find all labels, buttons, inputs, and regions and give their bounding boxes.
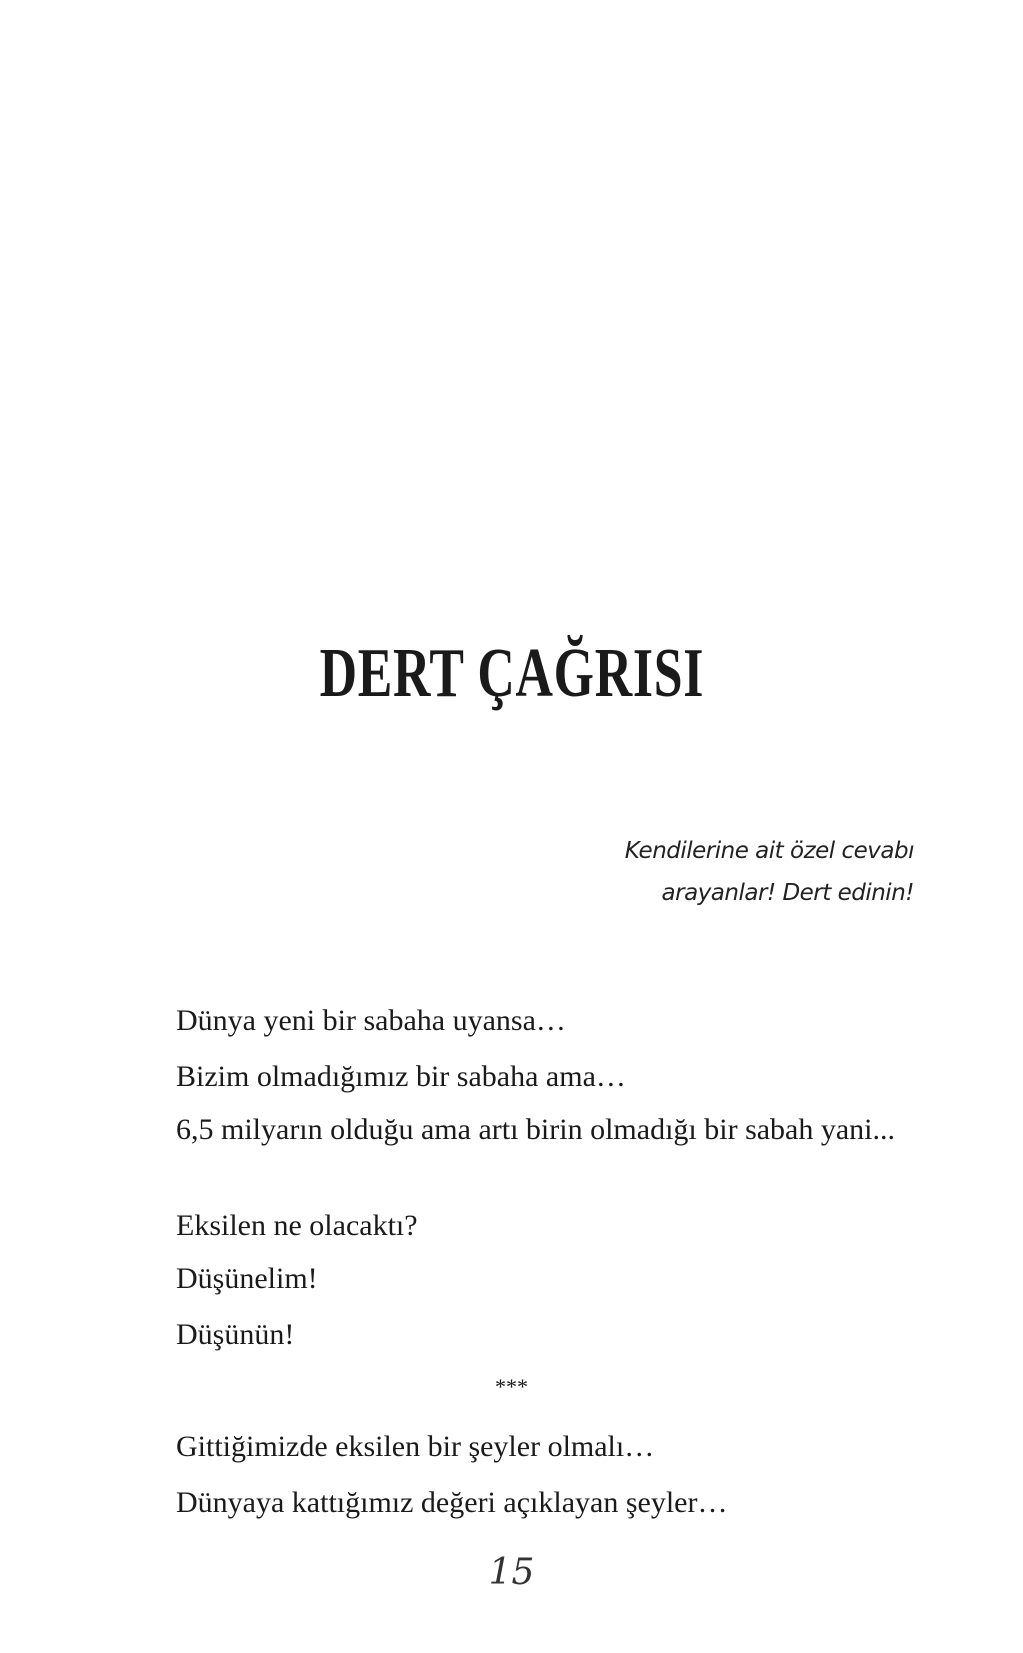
paragraph-text: Bizim olmadığımız bir sabaha ama… xyxy=(176,1060,626,1093)
chapter-title-text: DERT ÇAĞRISI xyxy=(319,635,704,712)
paragraph-text: Dünyaya kattığımız değeri açıklayan şeyler… xyxy=(176,1486,728,1519)
epigraph-line-2: arayanlar! Dert edinin! xyxy=(661,880,914,906)
paragraph-1 xyxy=(119,998,914,1043)
page-number: 15 xyxy=(488,1552,535,1593)
paragraph-text: Dünya yeni bir sabaha uyansa… xyxy=(176,1004,566,1037)
chapter-title xyxy=(0,636,1023,712)
paragraph-text: 6,5 milyarın olduğu ama artı birin olmadığı bir sabah yani... xyxy=(176,1113,896,1146)
paragraph-7 xyxy=(119,1424,914,1469)
paragraph-6 xyxy=(119,1312,914,1357)
paragraph-text: Düşünelim! xyxy=(176,1262,318,1295)
paragraph-2 xyxy=(119,1054,914,1099)
paragraph-8 xyxy=(119,1480,914,1525)
paragraph-3 xyxy=(119,1107,914,1152)
section-separator: *** xyxy=(495,1374,528,1399)
paragraph-text: Eksilen ne olacaktı? xyxy=(176,1209,418,1242)
epigraph-line-1: Kendilerine ait özel cevabı xyxy=(624,838,914,864)
paragraph-5 xyxy=(119,1256,914,1301)
paragraph-text: Düşünün! xyxy=(176,1318,295,1351)
paragraph-text: Gittiğimizde eksilen bir şeyler olmalı… xyxy=(176,1430,655,1463)
paragraph-4 xyxy=(119,1203,914,1248)
